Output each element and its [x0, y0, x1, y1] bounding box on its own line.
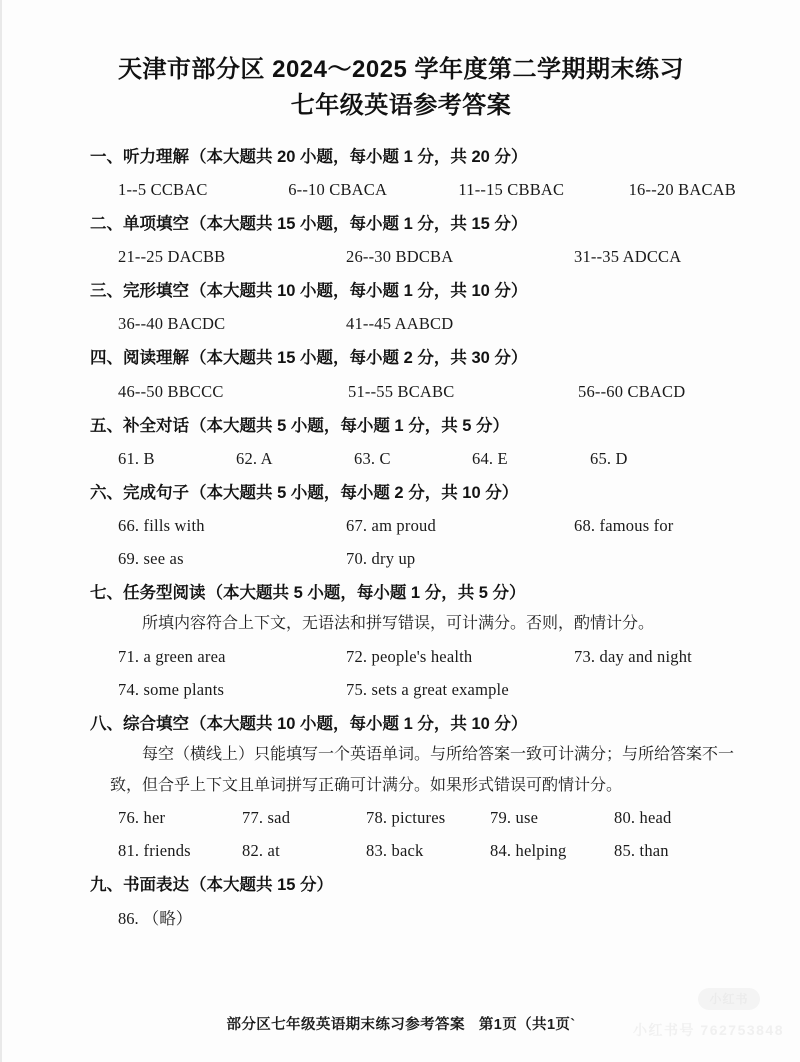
answer-cell: 61. B — [118, 448, 155, 468]
section-name: 任务型阅读 — [123, 583, 206, 602]
section-heading — [90, 141, 736, 173]
xiaohongshu-watermark-logo: 小红书 — [698, 988, 760, 1010]
section-name: 完成句子 — [123, 483, 189, 502]
section-name: 综合填空 — [123, 714, 189, 733]
answer-cell: 72. people's health — [346, 646, 473, 666]
section-meta: （本大题共 15 小题，每小题 2 分，共 30 分） — [190, 349, 528, 368]
answer-cell: 75. sets a great example — [346, 679, 509, 699]
section-number: 二、 — [90, 215, 123, 234]
answer-cell: 70. dry up — [346, 548, 416, 568]
section-meta: （本大题共 15 小题，每小题 1 分，共 15 分） — [190, 215, 528, 234]
section-heading — [90, 577, 736, 609]
title-line-2: 七年级英语参考答案 — [290, 92, 512, 120]
section-meta: （本大题共 5 小题，每小题 1 分，共 5 分） — [206, 583, 526, 602]
section-number: 五、 — [90, 416, 123, 435]
section-note: 所填内容符合上下文，无语法和拼写错误，可计满分。否则，酌情计分。 — [142, 615, 655, 633]
section-meta: （本大题共 5 小题，每小题 2 分，共 10 分） — [190, 483, 519, 502]
section — [90, 869, 736, 934]
section — [90, 708, 736, 868]
footer-page-prefix: 第 — [478, 1017, 494, 1033]
answer-cell: 36--40 BACDC — [118, 314, 226, 334]
answer-row — [90, 834, 736, 867]
section-heading — [90, 869, 736, 901]
footer-page-current: 1 — [493, 1017, 503, 1033]
answer-cell: 73. day and night — [574, 646, 692, 666]
answer-cell: 46--50 BBCCC — [118, 381, 224, 401]
answer-cell: 41--45 AABCD — [346, 314, 454, 334]
answer-cell: 65. D — [590, 448, 628, 468]
answer-row — [90, 509, 736, 542]
answer-cell: 11--15 CBBAC — [458, 180, 565, 200]
answer-cell: 68. famous for — [574, 515, 674, 535]
answer-cell: 86. （略） — [118, 908, 193, 928]
footer-page-middle: 页（共 — [502, 1017, 547, 1033]
answer-cell: 69. see as — [118, 548, 184, 568]
section-name: 书面表达 — [123, 876, 189, 895]
answer-cell: 62. A — [236, 448, 273, 468]
section-heading — [90, 208, 736, 240]
section-meta: （本大题共 10 小题，每小题 1 分，共 10 分） — [190, 714, 528, 733]
answer-row — [90, 375, 736, 408]
section-number: 六、 — [90, 483, 123, 502]
footer-page-suffix: 页` — [555, 1017, 576, 1033]
section-heading — [90, 342, 736, 374]
answer-cell: 26--30 BDCBA — [346, 247, 454, 267]
section — [90, 342, 736, 407]
section — [90, 477, 736, 575]
answer-cell: 78. pictures — [366, 808, 446, 828]
answer-cell: 21--25 DACBB — [118, 247, 226, 267]
section-meta: （本大题共 15 分） — [190, 876, 334, 895]
answer-cell: 67. am proud — [346, 515, 436, 535]
section — [90, 208, 736, 273]
section-number: 四、 — [90, 349, 123, 368]
answer-cell: 76. her — [118, 808, 166, 828]
xiaohongshu-watermark-id: 小红书号 762753848 — [633, 1022, 784, 1038]
section-name: 补全对话 — [123, 416, 189, 435]
section-number: 九、 — [90, 876, 123, 895]
section-name: 完形填空 — [123, 282, 189, 301]
answer-cell: 6--10 CBACA — [288, 180, 388, 200]
answer-cell: 77. sad — [242, 808, 291, 828]
section-number: 八、 — [90, 714, 123, 733]
answer-cell: 16--20 BACAB — [628, 180, 736, 200]
section-heading — [90, 410, 736, 442]
answer-cell: 71. a green area — [118, 646, 226, 666]
section-heading — [90, 477, 736, 509]
answer-row — [90, 542, 736, 575]
answer-cell: 31--35 ADCCA — [574, 247, 682, 267]
section-number: 一、 — [90, 147, 123, 166]
answer-cell: 79. use — [490, 808, 539, 828]
section-name: 听力理解 — [123, 147, 189, 166]
answer-cell: 66. fills with — [118, 515, 205, 535]
title-line-1: 天津市部分区 2024～2025 学年度第二学期期末练习 — [117, 56, 685, 83]
sections-container — [2, 141, 800, 935]
answer-row — [90, 673, 736, 706]
answer-cell: 85. than — [614, 841, 669, 861]
section-number: 七、 — [90, 583, 123, 602]
section-meta: （本大题共 10 小题，每小题 1 分，共 10 分） — [190, 282, 528, 301]
section-heading — [90, 275, 736, 307]
answer-cell: 56--60 CBACD — [578, 381, 686, 401]
section-note: 每空（横线上）只能填写一个英语单词。与所给答案一致可计满分；与所给答案不一致，但合乎上下文且单词拼写正确可计满分。如果形式错误可酌情计分。 — [110, 746, 735, 794]
answer-cell: 84. helping — [490, 841, 567, 861]
answer-cell: 74. some plants — [118, 679, 225, 699]
answer-cell: 51--55 BCABC — [348, 381, 455, 401]
section — [90, 275, 736, 340]
section — [90, 410, 736, 475]
section-name: 单项填空 — [123, 215, 189, 234]
footer-page-total: 1 — [546, 1017, 556, 1033]
section — [90, 577, 736, 706]
answer-row — [90, 240, 736, 273]
section-name: 阅读理解 — [123, 349, 189, 368]
answer-cell: 81. friends — [118, 841, 191, 861]
answer-cell: 83. back — [366, 841, 424, 861]
page-title — [2, 0, 800, 125]
answer-row — [90, 173, 736, 206]
answer-row — [90, 902, 736, 935]
answer-row — [90, 640, 736, 673]
answer-cell: 1--5 CCBAC — [118, 180, 208, 200]
section-heading — [90, 708, 736, 740]
section — [90, 141, 736, 206]
answer-cell: 80. head — [614, 808, 672, 828]
section-meta: （本大题共 5 小题，每小题 1 分，共 5 分） — [190, 416, 510, 435]
footer-label: 部分区七年级英语期末练习参考答案 — [226, 1017, 465, 1033]
answer-row — [90, 442, 736, 475]
answer-cell: 82. at — [242, 841, 280, 861]
answer-row — [90, 801, 736, 834]
section-meta: （本大题共 20 小题，每小题 1 分，共 20 分） — [190, 147, 528, 166]
answer-row — [90, 307, 736, 340]
answer-cell: 63. C — [354, 448, 391, 468]
answer-cell: 64. E — [472, 448, 508, 468]
section-number: 三、 — [90, 282, 123, 301]
